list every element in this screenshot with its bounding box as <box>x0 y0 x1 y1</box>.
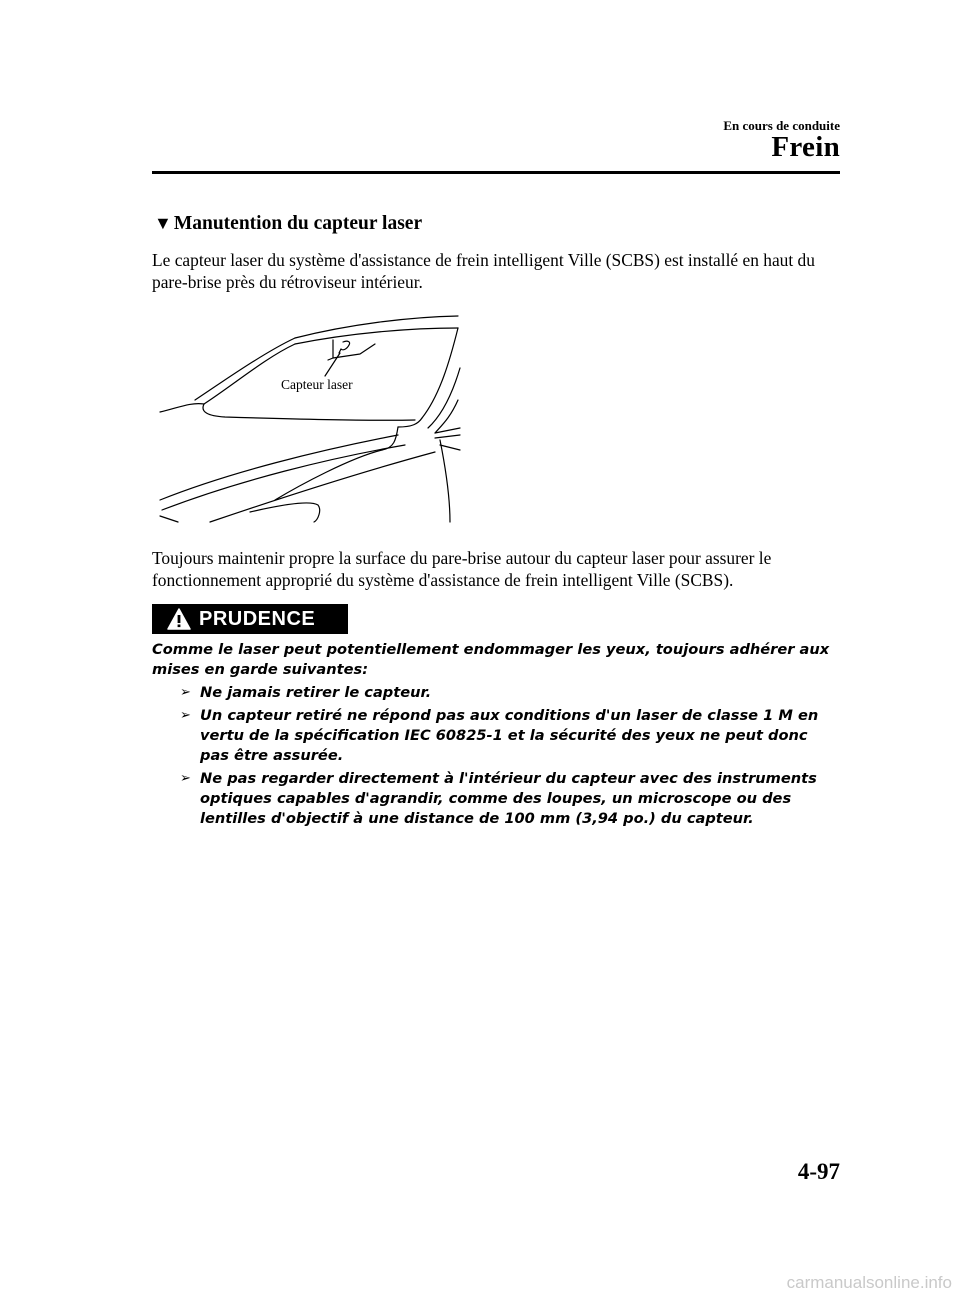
sensor-label: Capteur laser <box>281 377 353 392</box>
arrowhead-icon: ➢ <box>180 771 191 786</box>
body-paragraph: Toujours maintenir propre la surface du pare-brise autour du capteur laser pour assurer le fonctionnement approprié du système d'assistance de frein intelligent Ville (SCBS). <box>152 548 772 590</box>
section-heading <box>154 213 422 235</box>
caution-list-item <box>180 706 840 766</box>
caution-item-text: Ne pas regarder directement à l'intérieur du capteur avec des instruments optiques capables d'agrandir, comme des loupes, un microscope ou des lentilles d'objectif à une distance de 100 mm (3,94 po.) du capteur. <box>200 770 817 827</box>
windshield-illustration <box>150 300 470 530</box>
intro-paragraph: Le capteur laser du système d'assistance de frein intelligent Ville (SCBS) est installé en haut du pare-brise près du rétroviseur intérieur. <box>152 250 815 292</box>
caution-item-text: Ne jamais retirer le capteur. <box>200 684 432 701</box>
caution-list-item <box>180 769 840 829</box>
caution-list-item <box>180 683 840 703</box>
page-number: 4-97 <box>797 1159 840 1184</box>
caution-list <box>180 683 840 832</box>
caution-intro: Comme le laser peut potentiellement endommager les yeux, toujours adhérer aux mises en garde suivantes: <box>152 641 830 678</box>
arrowhead-icon: ➢ <box>180 685 191 700</box>
caution-banner <box>152 604 348 634</box>
header-title: Frein <box>771 131 840 163</box>
down-triangle-icon: ▼ <box>154 213 172 233</box>
header-rule <box>152 171 840 174</box>
caution-label: PRUDENCE <box>199 607 316 630</box>
arrowhead-icon: ➢ <box>180 708 191 723</box>
header-section-label: En cours de conduite <box>723 118 840 133</box>
caution-item-text: Un capteur retiré ne répond pas aux conditions d'un laser de classe 1 M en vertu de la spécification IEC 60825-1 et la sécurité des yeux ne peut donc pas être assurée. <box>200 707 819 764</box>
section-heading-text: Manutention du capteur laser <box>173 213 423 234</box>
watermark: carmanualsonline.info <box>786 1273 952 1292</box>
warning-triangle-icon <box>167 608 191 630</box>
